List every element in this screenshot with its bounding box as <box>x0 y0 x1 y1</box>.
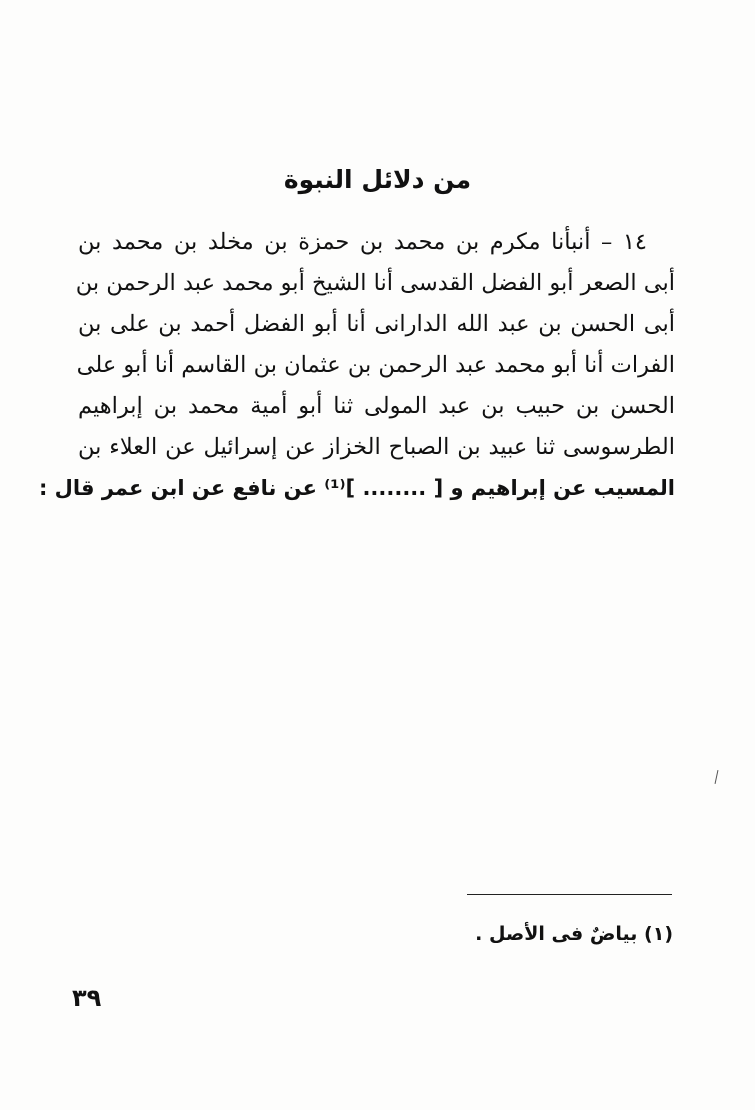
running-header: من دلائل النبوة <box>283 165 472 194</box>
text-line: أبى الصعر أبو الفضل القدسى أنا الشيخ أبو محمد عبد الرحمن بن <box>75 270 675 296</box>
text-line: أبى الحسن بن عبد الله الدارانى أنا أبو الفضل أحمد بن على بن <box>78 311 675 337</box>
text-line: ١٤ – أنبأنا مكرم بن محمد بن حمزة بن مخلد بن محمد بن <box>78 229 647 255</box>
text-line: الحسن بن حبيب بن عبد المولى ثنا أبو أمية محمد بن إبراهيم <box>78 393 675 419</box>
text-line: المسيب عن إبراهيم و [ ........ ]⁽¹⁾ عن نافع عن ابن عمر قال : <box>38 476 675 500</box>
footnote-divider <box>467 894 672 895</box>
footnote: (١) بياضٌ فى الأصل . <box>475 923 673 945</box>
hadith-text-block <box>38 222 675 509</box>
text-line: الفرات أنا أبو محمد عبد الرحمن بن عثمان بن القاسم أنا أبو على <box>76 352 675 378</box>
text-line: الطرسوسى ثنا عبيد بن الصباح الخزاز عن إسرائيل عن العلاء بن <box>78 434 675 460</box>
page-number: ٣٩ <box>72 984 102 1012</box>
print-speck <box>715 770 719 784</box>
